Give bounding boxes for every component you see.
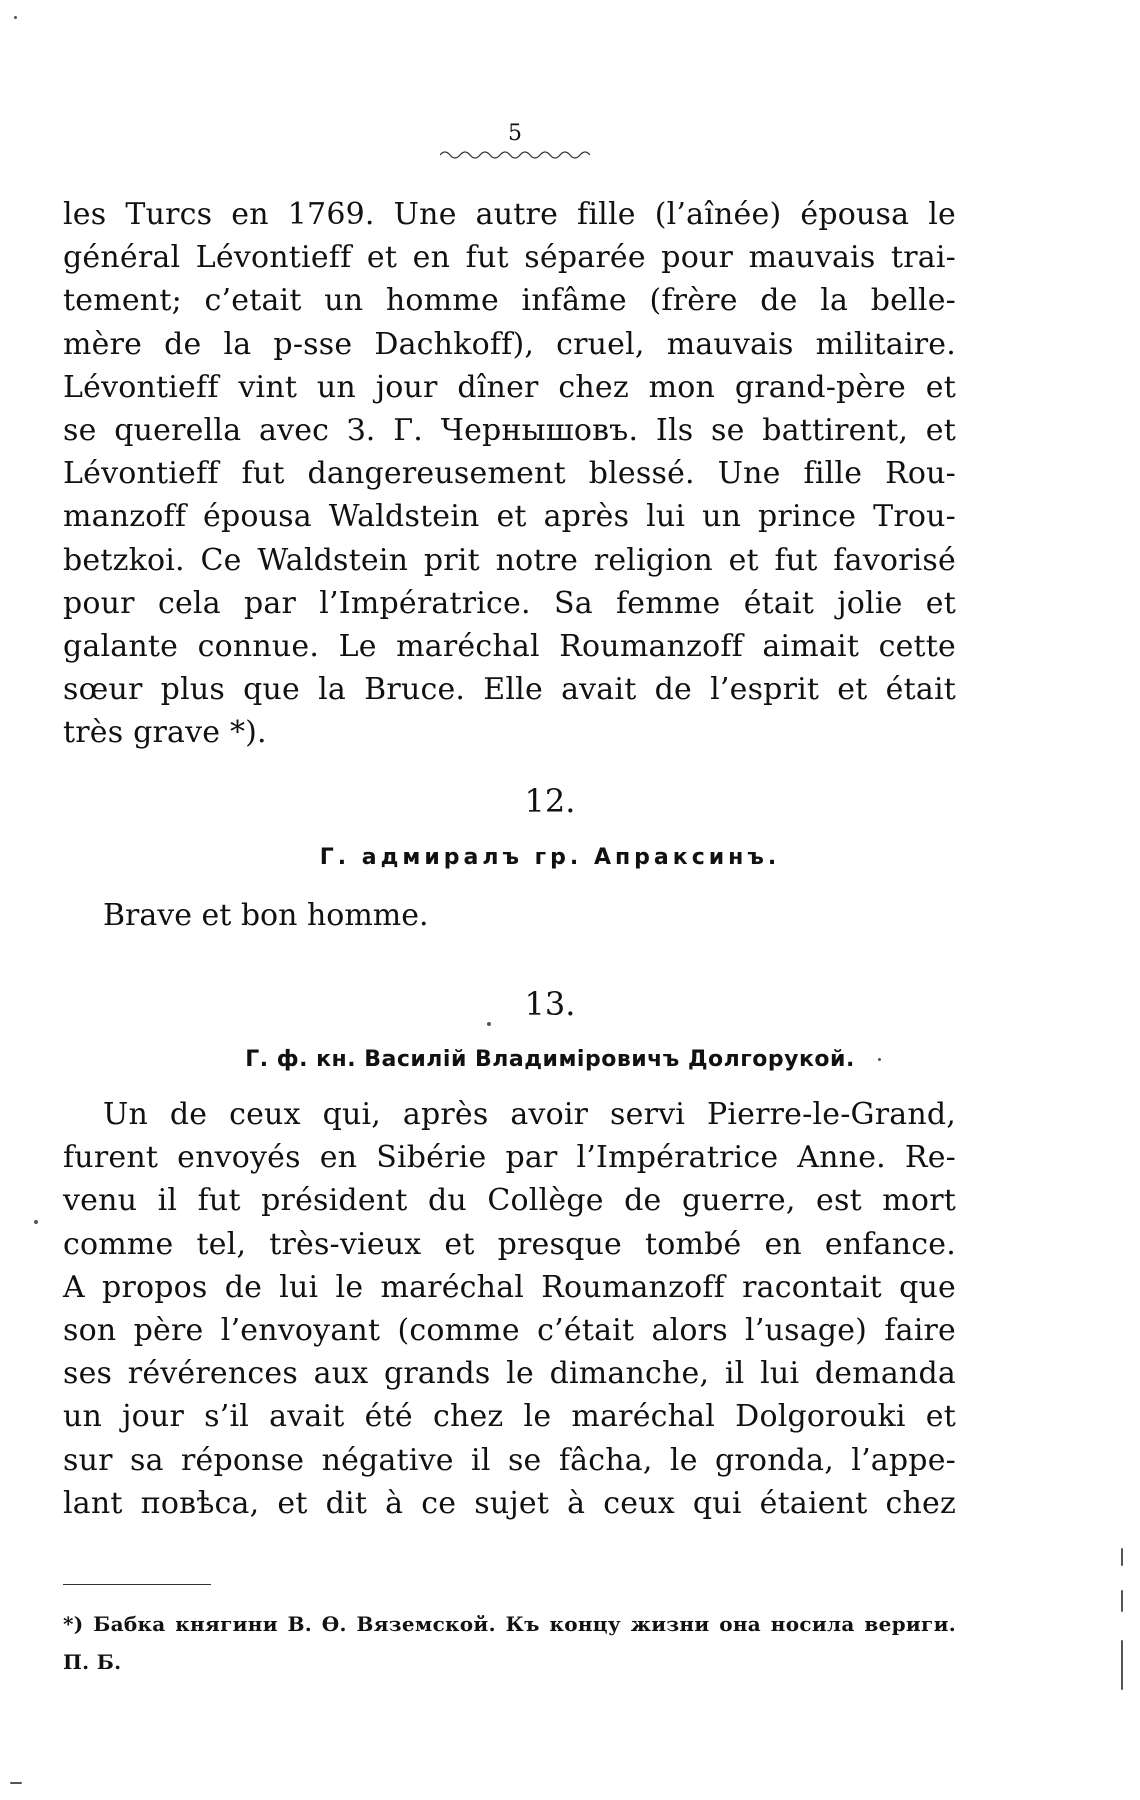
ornament-wavy-rule (440, 148, 590, 162)
text-line: tement; c’etait un homme infâme (frère de la belle- (63, 283, 956, 319)
page-number: 5 (508, 121, 522, 146)
section-12-title: Г. адмиралъ гр. Апраксинъ. (319, 845, 781, 870)
text-line: galante connue. Le maréchal Roumanzoff aimait cette (63, 629, 956, 665)
text-line: furent envoyés en Sibérie par l’Impératrice Anne. Re- (63, 1140, 956, 1176)
text-line: les Turcs en 1769. Une autre fille (l’aînée) épousa le (63, 197, 956, 232)
scan-speck (1121, 1548, 1123, 1566)
footnote-rule (63, 1584, 211, 1585)
footnote: *) Бабка княгини В. Ѳ. Вяземской. Къ концу жизни она носила вериги. П. Б. (63, 1612, 956, 1674)
text-line: pour cela par l’Impératrice. Sa femme était jolie et (63, 585, 956, 621)
text-line: Lévontieff fut dangereusement blessé. Une fille Rou- (63, 456, 956, 492)
text-line: un jour s’il avait été chez le maréchal Dolgorouki et (63, 1399, 956, 1435)
text-line: ses révérences aux grands le dimanche, il lui demanda (63, 1356, 956, 1392)
text-line: son père l’envoyant (comme c’était alors l’usage) faire (63, 1313, 956, 1349)
scan-speck (14, 16, 17, 19)
scan-speck (1121, 1640, 1123, 1690)
text-line: A propos de lui le maréchal Roumanzoff racontait que (63, 1269, 956, 1305)
paragraph-continued (63, 193, 956, 755)
scan-speck (34, 1220, 38, 1224)
section-13-number: 13. (524, 985, 576, 1023)
scan-speck (10, 1782, 22, 1784)
text-line: Lévontieff vint un jour dîner chez mon grand-père et (63, 369, 956, 405)
text-line: sœur plus que la Bruce. Elle avait de l’esprit et était (63, 672, 956, 708)
text-line: venu il fut président du Collège de guerre, est mort (63, 1183, 956, 1219)
section-12-text: Brave et bon homme. (103, 898, 429, 933)
section-13-title: Г. ф. кн. Василій Владиміровичъ Долгорукой. (245, 1047, 855, 1072)
text-line: manzoff épousa Waldstein et après lui un prince Trou- (63, 499, 956, 535)
text-line: se querella avec З. Г. Чернышовъ. Ils se battirent, et (63, 413, 956, 449)
text-line: sur sa réponse négative il se fâcha, le gronda, l’appe- (63, 1442, 956, 1478)
text-line: betzkoi. Ce Waldstein prit notre religion et fut favorisé (63, 542, 956, 578)
scan-speck (1121, 1590, 1123, 1612)
text-line: mère de la p-sse Dachkoff), cruel, mauvais militaire. (63, 326, 956, 362)
text-line: Un de ceux qui, après avoir servi Pierre-le-Grand, (103, 1097, 956, 1132)
text-line: lant повѣса, et dit à ce sujet à ceux qui étaient chez (63, 1485, 956, 1521)
scan-speck (878, 1058, 881, 1061)
text-line: comme tel, très-vieux et presque tombé en enfance. (63, 1226, 956, 1262)
section-13-paragraph (63, 1093, 956, 1525)
text-line: très grave *). (63, 715, 267, 751)
text-line: général Lévontieff et en fut séparée pour mauvais trai- (63, 240, 956, 276)
scan-speck (487, 1022, 491, 1026)
section-12-number: 12. (524, 782, 576, 820)
